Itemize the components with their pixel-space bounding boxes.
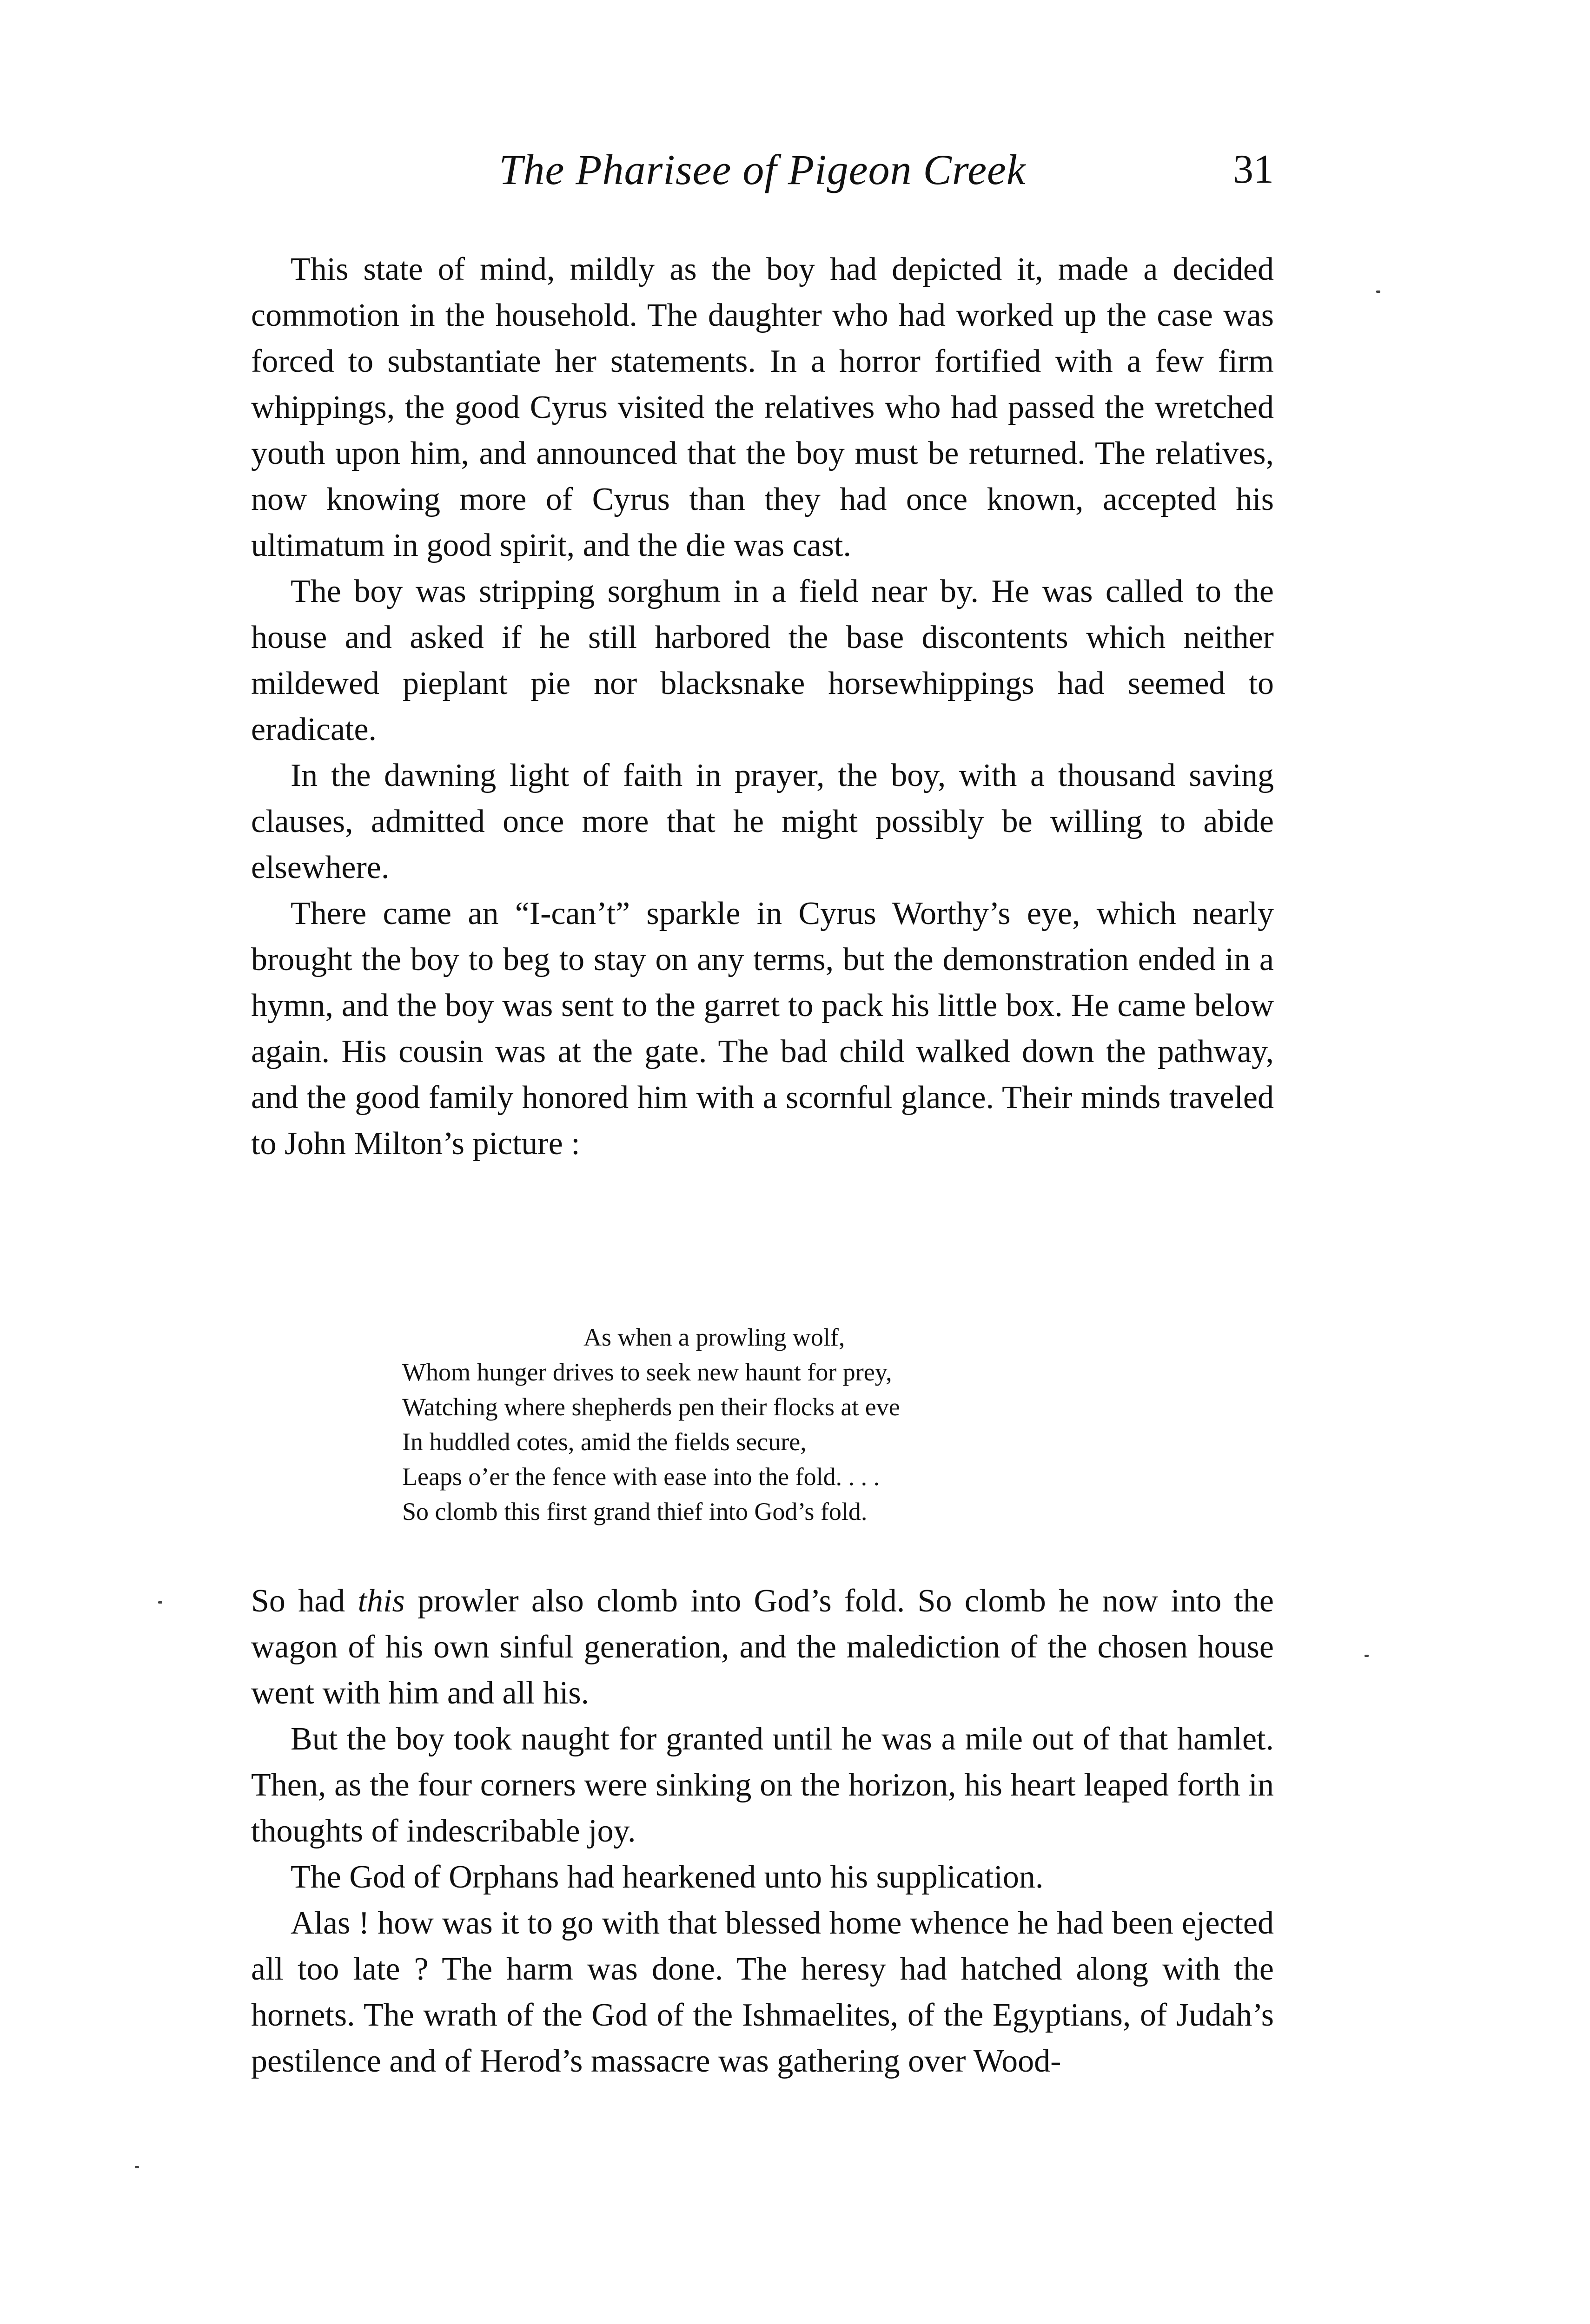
verse-line: As when a prowling wolf, [583,1323,845,1351]
paragraph: The boy was stripping sorghum in a field near by. He was called to the house and asked if he still harbored the base discontents which neither mildewed pieplant pie nor blacksnake horsewhippings had seemed to eradicate. [251,574,1274,747]
paragraph: Alas ! how was it to go with that blessed home whence he had been ejected all too late ? The harm was done. The heresy had hatched along with the hornets. The wrath of the God of the Ishmaelites, of the Egyptians, of Judah’s pestilence and of Herod’s massacre was gathering over Wood- [251,1905,1274,2079]
paragraph: But the boy took naught for granted until he was a mile out of that hamlet. Then, as the four corners were sinking on the horizon, his heart leaped forth in thoughts of indescribable joy. [251,1721,1274,1849]
verse-line: Whom hunger drives to seek new haunt for prey, [402,1358,892,1386]
paragraph-after-verse [251,1578,1274,1716]
text-block-top [251,246,1274,1167]
emphasized-word: this [358,1583,405,1619]
print-speck [1376,290,1380,293]
verse-line: So clomb this first grand thief into God’s fold. [402,1498,868,1525]
print-speck [158,1601,162,1604]
paragraph: There came an “I-can’t” sparkle in Cyrus Worthy’s eye, which nearly brought the boy to beg to stay on any terms, but the demonstration ended in a hymn, and the boy was sent to the garret to pack his little box. He came below again. His cousin was at the gate. The bad child walked down the pathway, and the good family honored him with a scornful glance. Their minds traveled to John Milton’s picture : [251,896,1274,1162]
verse-line: In huddled cotes, amid the fields secure, [402,1428,807,1456]
verse-line: Leaps o’er the fence with ease into the fold. . . . [402,1463,880,1491]
paragraph: In the dawning light of faith in prayer, the boy, with a thousand saving clauses, admitted once more that he might possibly be willing to abide elsewhere. [251,758,1274,885]
page-number: 31 [1233,147,1274,192]
text-block-bottom [251,1578,1274,2084]
text-run: prowler also clomb into God’s fold. So clomb he now into the wagon of his own sinful generation, and the malediction of the chosen house went with him and all his. [251,1583,1274,1711]
paragraph: The God of Orphans had hearkened unto his supplication. [291,1859,1044,1895]
print-speck [1365,1655,1369,1657]
verse-quotation [402,1320,1100,1529]
paragraph: This state of mind, mildly as the boy had depicted it, made a decided commotion in the household. The daughter who had worked up the case was forced to substantiate her statements. In a horror fortified with a few firm whippings, the good Cyrus visited the relatives who had passed the wretched youth upon him, and announced that the boy must be returned. The relatives, now knowing more of Cyrus than they had once known, accepted his ultimatum in good spirit, and the die was cast. [251,251,1274,563]
verse-line: Watching where shepherds pen their flocks at eve [402,1393,900,1421]
text-run: So had [251,1583,358,1619]
print-speck [135,2166,139,2168]
running-head [251,142,1274,202]
running-title: The Pharisee of Pigeon Creek [499,146,1026,193]
